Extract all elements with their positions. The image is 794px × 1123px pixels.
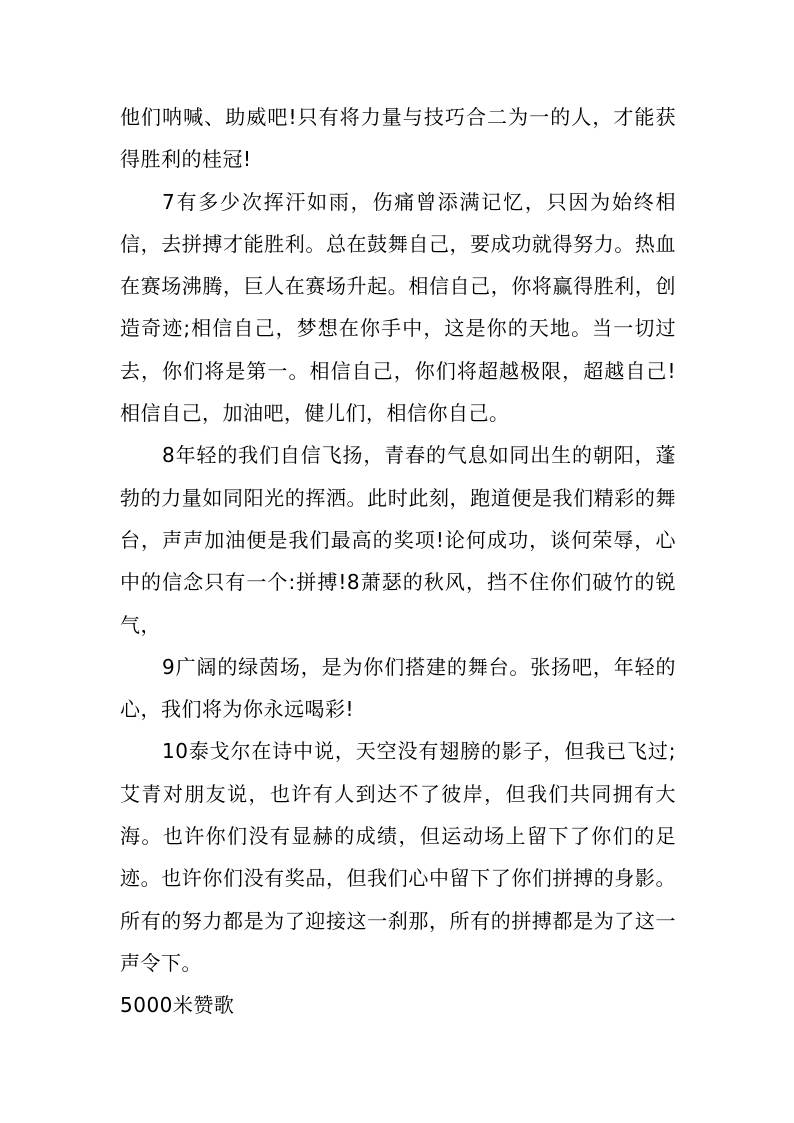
document-body xyxy=(120,96,676,1027)
paragraph-5: 10泰戈尔在诗中说，天空没有翅膀的影子，但我已飞过;艾青对朋友说，也许有人到达不了彼岸，但我们共同拥有大海。也许你们没有显赫的成绩，但运动场上留下了你们的足迹。也许你们没有奖品，但我们心中留下了你们拼搏的身影。所有的努力都是为了迎接这一刹那，所有的拼搏都是为了这一声令下。 xyxy=(120,739,676,975)
paragraph-2: 7有多少次挥汗如雨，伤痛曾添满记忆，只因为始终相信，去拼搏才能胜利。总在鼓舞自己，要成功就得努力。热血在赛场沸腾，巨人在赛场升起。相信自己，你将赢得胜利，创造奇迹;相信自己，梦想在你手中，这是你的天地。当一切过去，你们将是第一。相信自己，你们将超越极限，超越自己!相信自己，加油吧，健儿们，相信你自己。 xyxy=(120,189,676,426)
paragraph-1: 他们呐喊、助威吧!只有将力量与技巧合二为一的人，才能获得胜利的桂冠! xyxy=(120,105,676,172)
paragraph-3: 8年轻的我们自信飞扬，青春的气息如同出生的朝阳，蓬勃的力量如同阳光的挥洒。此时此刻，跑道便是我们精彩的舞台，声声加油便是我们最高的奖项!论何成功，谈何荣辱，心中的信念只有一个:拼搏!8萧瑟的秋风，挡不住你们破竹的锐气， xyxy=(120,443,676,637)
paragraph-4: 9广阔的绿茵场，是为你们搭建的舞台。张扬吧，年轻的心，我们将为你永远喝彩! xyxy=(120,654,676,722)
section-heading: 5000米赞歌 xyxy=(120,993,235,1018)
